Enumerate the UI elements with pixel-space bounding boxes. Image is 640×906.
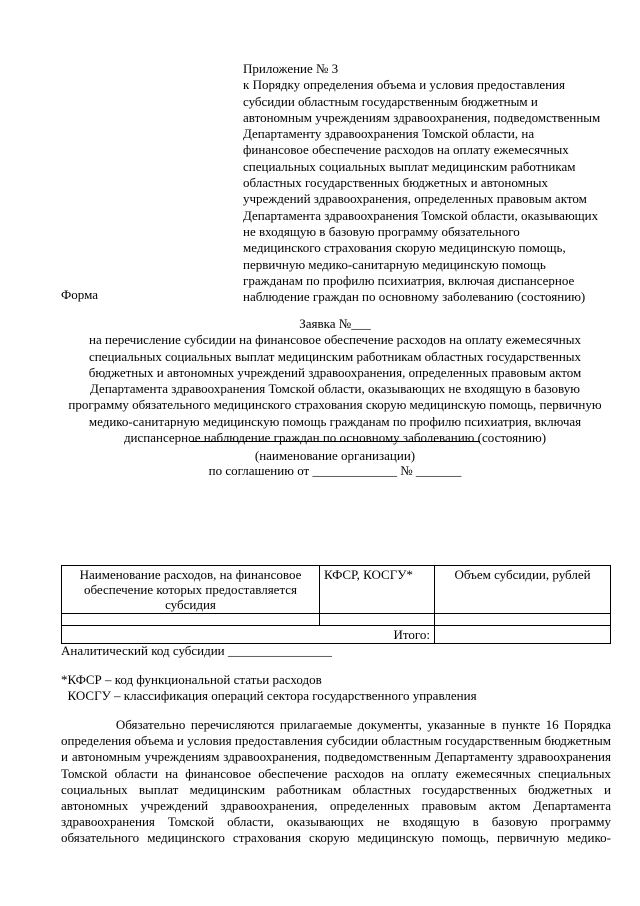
annex-line: медицинского страхования скорую медицинскую помощь, xyxy=(243,240,566,256)
documents-paragraph xyxy=(61,717,611,847)
footnote-kosgu: КОСГУ – классификация операций сектора государственного управления xyxy=(61,688,477,703)
application-line: Департамента здравоохранения Томской области, оказывающих не входящую в базовую xyxy=(90,381,580,397)
table-header-row xyxy=(62,566,611,614)
table-cell[interactable] xyxy=(62,614,320,626)
annex-line: субсидии областным государственным бюджетным и xyxy=(243,93,538,109)
organization-name-line[interactable] xyxy=(190,441,480,442)
application-line: диспансерное наблюдение граждан по основному заболеванию (состоянию) xyxy=(123,430,547,446)
annex-line: Приложение № 3 xyxy=(243,61,339,76)
total-value[interactable] xyxy=(435,626,611,644)
application-title: Заявка №___ xyxy=(299,316,371,331)
total-label: Итого: xyxy=(62,626,435,644)
annex-line: учреждений здравоохранения, определенных правовым актом xyxy=(243,191,587,207)
header-subsidy-amount: Объем субсидии, рублей xyxy=(435,566,611,614)
form-label: Форма xyxy=(61,287,98,302)
header-expense-name: Наименование расходов, на финансовое обеспечение которых предоставляется субсидия xyxy=(62,566,320,614)
annex-line: к Порядку определения объема и условия предоставления xyxy=(243,77,565,93)
footnote-kfsr: *КФСР – код функциональной статьи расходов xyxy=(61,672,322,687)
paragraph-line: Томской области на финансовое обеспечение расходов на оплату ежемесячных специальных xyxy=(61,765,611,781)
table-cell[interactable] xyxy=(435,614,611,626)
annex-line: наблюдение граждан по основному заболеванию (состоянию) xyxy=(243,289,586,305)
application-line: специальных социальных выплат медицинским работникам областных государственных xyxy=(88,348,582,364)
agreement-line: по соглашению от _____________ № _______ xyxy=(208,463,462,478)
annex-line: не входящую в базовую программу обязательного xyxy=(243,223,520,239)
annex-line: финансовое обеспечение расходов на оплату ежемесячных xyxy=(243,142,569,158)
footnotes xyxy=(61,672,477,704)
paragraph-line: и автономным учреждениям здравоохранения, подведомственным Департаменту здравоохранения xyxy=(61,749,611,765)
organization-caption: (наименование организации) xyxy=(254,448,416,463)
application-line: программу обязательного медицинского страхования скорую медицинскую помощь, первичную xyxy=(68,397,602,413)
annex-line: первичную медико-санитарную медицинскую помощь xyxy=(243,256,546,272)
annex-line: областных государственных бюджетных и автономных xyxy=(243,175,549,191)
annex-line: Департаменту здравоохранения Томской области, на xyxy=(243,126,535,142)
table-cell[interactable] xyxy=(320,614,435,626)
application-title-block xyxy=(60,316,610,446)
annex-line: гражданам по профилю психиатрия, включая диспансерное xyxy=(243,272,575,288)
paragraph-line: Обязательно перечисляются прилагаемые документы, указанные в пункте 16 Порядка xyxy=(61,717,611,732)
analytic-code: Аналитический код субсидии ________________ xyxy=(61,643,332,658)
paragraph-line: определения объема и условия предоставления субсидии областным государственным бюджетным xyxy=(61,733,611,749)
annex-line: автономным учреждениям здравоохранения, подведомственным xyxy=(243,109,601,125)
expenses-table xyxy=(61,565,611,644)
paragraph-line: обязательного медицинского страхования скорую медицинскую помощь, первичную медико- xyxy=(61,830,611,846)
paragraph-line: автономных учреждений здравоохранения, определенных правовым актом Департамента xyxy=(61,798,611,814)
annex-line: специальных социальных выплат медицинским работникам xyxy=(243,158,576,174)
table-row xyxy=(62,614,611,626)
application-line: медико-санитарную медицинскую помощь гражданам по профилю психиатрия, включая xyxy=(88,413,582,429)
annex-block xyxy=(243,61,615,305)
header-kfsr-kosgu: КФСР, КОСГУ* xyxy=(320,566,435,614)
paragraph-line: здравоохранения Томской области, оказывающих не входящую в базовую программу xyxy=(61,814,611,830)
application-line: на перечисление субсидии на финансовое обеспечение расходов на оплату ежемесячных xyxy=(89,332,581,348)
total-row xyxy=(62,626,611,644)
paragraph-line: социальных выплат медицинским работникам областных государственных бюджетных и xyxy=(61,781,611,797)
application-line: бюджетных и автономных учреждений здравоохранения, определенных правовым актом xyxy=(88,364,582,380)
annex-line: Департамента здравоохранения Томской области, оказывающих xyxy=(243,207,599,223)
